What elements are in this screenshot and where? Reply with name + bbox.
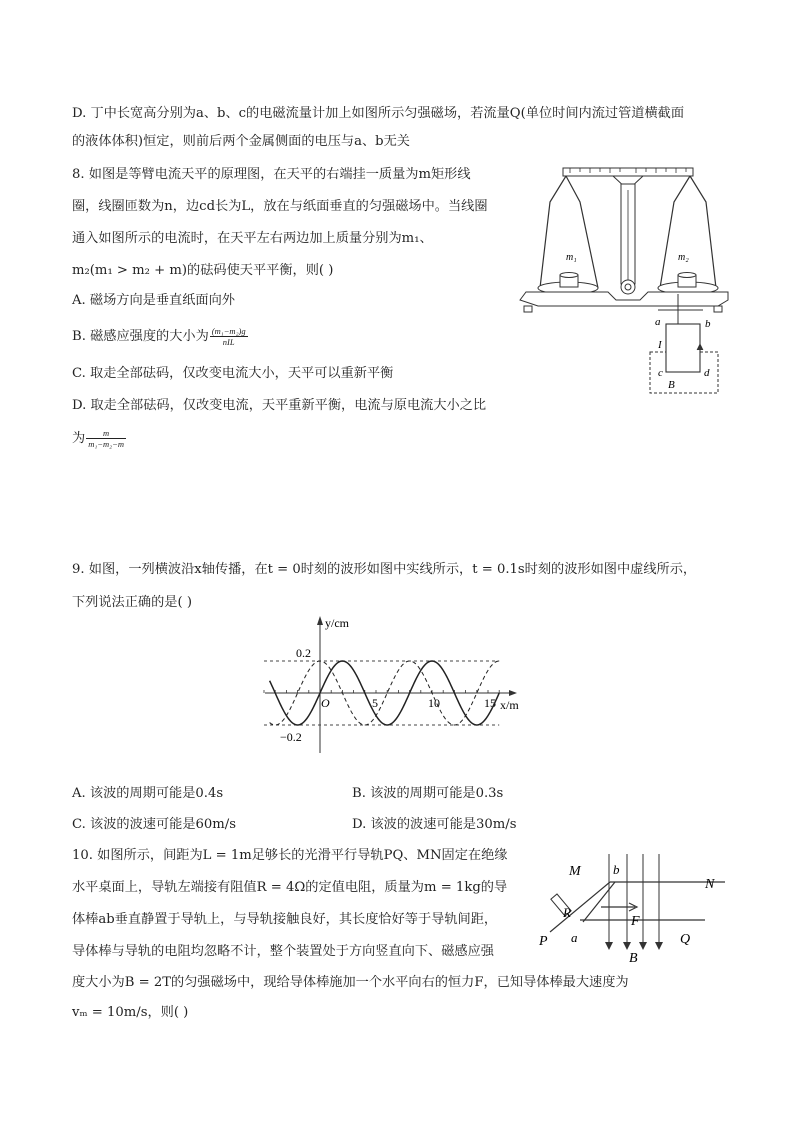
q8-option-d-line1: D. 取走全部砝码，仅改变电流，天平重新平衡，电流与原电流大小之比 [72, 398, 487, 413]
label-a: a [571, 930, 578, 945]
q7-option-d-line2: 的液体体积)恒定，则前后两个金属侧面的电压与a、b无关 [72, 134, 410, 149]
label-d: d [704, 367, 710, 379]
conductor-rod-ab [583, 882, 615, 922]
label-field-b: B [629, 951, 638, 965]
x-tick-label-0: O [321, 696, 330, 710]
label-m1: m₁ [566, 252, 577, 263]
balance-beam [563, 168, 693, 176]
q8-stem-line1: 8. 如图是等臂电流天平的原理图，在天平的右端挂一质量为m矩形线 [72, 167, 471, 182]
q8-stem-line4: m₂(m₁ > m₂ + m)的砝码使天平平衡，则( ) [72, 263, 334, 278]
balance-base [520, 292, 728, 306]
field-arrow-icons [605, 942, 663, 950]
q9-stem-line2: 下列说法正确的是( ) [72, 595, 192, 610]
q9-stem-line1: 9. 如图，一列横波沿x轴传播，在t = 0时刻的波形如图中实线所示，t = 0.1s时刻的波形如图中虚线所示， [72, 562, 697, 577]
x-tick-label-1: 5 [372, 696, 378, 710]
y-axis-label: y/cm [325, 616, 349, 630]
label-b: b [705, 318, 711, 330]
y-tick-label-0: 0.2 [296, 646, 311, 660]
q9-option-d: D. 该波的波速可能是30m/s [352, 817, 517, 832]
rectangular-coil [666, 324, 700, 372]
q9-option-c: C. 该波的波速可能是60m/s [72, 817, 236, 832]
q8-stem-line2: 圈，线圈匝数为n，边cd长为L，放在与纸面垂直的匀强磁场中。当线圈 [72, 199, 488, 214]
q8-option-b-numerator: (m₁−m₂)g [211, 326, 246, 336]
q8-option-b [72, 326, 248, 347]
q8-option-d-line2 [72, 428, 126, 449]
q10-stem-line6: vₘ = 10m/s，则( ) [72, 1005, 189, 1020]
q8-option-a: A. 磁场方向是垂直纸面向外 [72, 293, 235, 308]
label-q: Q [680, 932, 691, 947]
q9-option-b: B. 该波的周期可能是0.3s [352, 786, 504, 801]
q10-stem-line3: 体棒ab垂直静置于导轨上，与导轨接触良好，其长度恰好等于导轨间距， [72, 912, 498, 927]
q10-stem-line2: 水平桌面上，导轨左端接有阻值R = 4Ω的定值电阻，质量为m = 1kg的导 [72, 880, 508, 895]
label-c: c [658, 367, 663, 379]
label-n: N [705, 877, 715, 892]
label-current: I [658, 339, 662, 351]
y-axis-arrow-icon [317, 616, 323, 625]
q8-stem-line3: 通入如图所示的电流时，在天平左右两边加上质量分别为m₁、 [72, 231, 433, 246]
label-f: F [631, 914, 640, 929]
q8-option-d-denominator: m₁−m₂−m [88, 439, 124, 449]
label-r: R [563, 905, 571, 920]
label-m2: m₂ [678, 252, 689, 263]
q9-option-a: A. 该波的周期可能是0.4s [72, 786, 224, 801]
x-axis-arrow-icon [509, 690, 517, 696]
x-tick-label-2: 10 [428, 696, 440, 710]
x-axis-label: x/m [500, 698, 519, 712]
q8-option-d-numerator: m [86, 428, 126, 439]
current-balance-figure [518, 160, 730, 396]
label-m: M [569, 864, 581, 879]
q8-option-c: C. 取走全部砝码，仅改变电流大小，天平可以重新平衡 [72, 366, 394, 381]
q7-option-d-line1: D. 丁中长宽高分别为a、b、c的电磁流量计加上如图所示匀强磁场，若流量Q(单位时间内流过管道横截面 [72, 106, 685, 121]
q8-option-b-fraction [210, 326, 248, 347]
rail-circuit-figure [535, 850, 735, 965]
q8-option-b-denominator: nIL [222, 337, 235, 347]
y-tick-label-1: −0.2 [280, 730, 302, 744]
label-b: b [613, 862, 620, 877]
label-a: a [655, 316, 661, 328]
q10-stem-line1: 10. 如图所示，间距为L = 1m足够长的光滑平行导轨PQ、MN固定在绝缘 [72, 848, 508, 863]
q8-option-d-prefix: 为 [72, 431, 86, 446]
q10-stem-line5: 度大小为B = 2T的匀强磁场中，现给导体棒施加一个水平向右的恒力F，已知导体棒最大速度为 [72, 975, 629, 990]
label-p: P [539, 934, 548, 949]
label-field-b: B [668, 379, 675, 391]
x-tick-label-3: 15 [484, 696, 496, 710]
wave-chart [255, 613, 535, 755]
q8-option-d-fraction [86, 428, 126, 449]
q8-option-b-text: B. 磁感应强度的大小为 [72, 329, 209, 344]
q10-stem-line4: 导体棒与导轨的电阻均忽略不计，整个装置处于方向竖直向下、磁感应强 [72, 944, 494, 959]
